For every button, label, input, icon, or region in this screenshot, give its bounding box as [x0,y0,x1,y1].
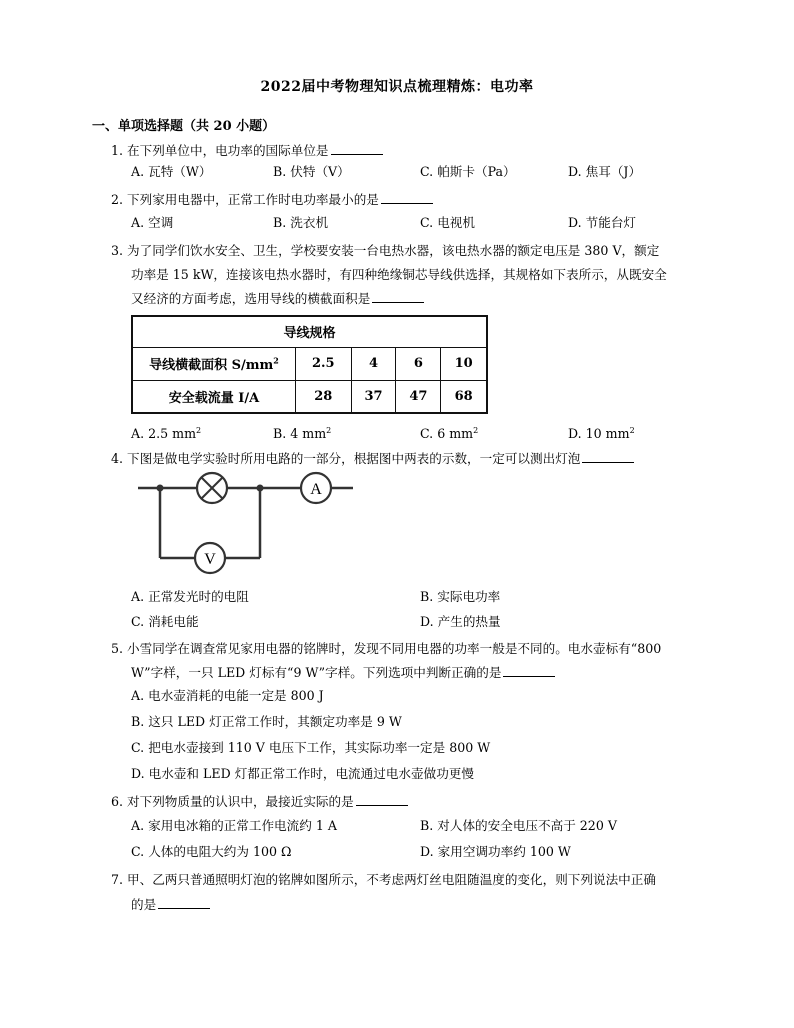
junction-dot [157,485,164,492]
q5-option-b: B. 这只 LED 灯正常工作时，其额定功率是 9 W [131,714,402,729]
table-cell: 28 [296,380,352,413]
junction-dot [257,485,264,492]
table-row-label: 导线横截面积 $S/mm^2$ [132,347,296,380]
q2-option-c: C. 电视机 [420,215,475,230]
q2-option-d: D. 节能台灯 [568,215,637,230]
question-3-line-2: 功率是 15 kW，连接该电热水器时，有四种绝缘铜芯导线供选择，其规格如下表所示，从既安全 [131,267,667,282]
q4-option-a: A. 正常发光时的电阻 [131,589,249,604]
svg-text:A: A [310,481,322,498]
q1-option-b: B. 伏特（V） [273,164,350,179]
voltmeter-icon [195,543,225,573]
q6-option-c: C. 人体的电阻大约为 100 Ω [131,844,292,859]
lamp-icon [197,473,227,503]
table-cell: 2.5 [296,347,352,380]
question-7-line-1: 7. 甲、乙两只普通照明灯泡的铭牌如图所示，不考虑两灯丝电阻随温度的变化，则下列说法中正确 [111,872,656,887]
table-cell: 68 [441,380,487,413]
answer-blank [331,141,383,155]
q4-option-b: B. 实际电功率 [420,589,501,604]
question-5-line-1: 5. 小雪同学在调查常见家用电器的铭牌时，发现不同用电器的功率一般是不同的。电水壶标有“800 [111,641,662,656]
q1-option-d: D. 焦耳（J） [568,164,642,179]
answer-blank [356,792,408,806]
q1-option-a: A. 瓦特（W） [131,164,212,179]
q3-option-d: D. 10 $mm^2$ [568,426,635,442]
q3-option-a: A. 2.5 $mm^2$ [131,426,202,442]
question-2-stem: 2. 下列家用电器中，正常工作时电功率最小的是 [111,188,433,212]
answer-blank [158,895,210,909]
answer-blank [582,449,634,463]
question-5-line-2: W”字样，一只 LED 灯标有“9 W”字样。下列选项中判断正确的是 [131,661,555,685]
q4-option-d: D. 产生的热量 [420,614,501,629]
q5-option-a: A. 电水壶消耗的电能一定是 800 J [131,688,324,703]
table-cell: 4 [351,347,396,380]
q1-option-c: C. 帕斯卡（Pa） [420,164,516,179]
q2-option-b: B. 洗衣机 [273,215,329,230]
q4-option-c: C. 消耗电能 [131,614,199,629]
page-title: 2022届中考物理知识点梳理精炼：电功率 [260,79,534,95]
question-3-line-1: 3. 为了同学们饮水安全、卫生，学校要安装一台电热水器，该电热水器的额定电压是 380 V，额定 [111,243,660,258]
svg-text:V: V [204,551,216,568]
q6-option-b: B. 对人体的安全电压不高于 220 V [420,818,617,833]
circuit-diagram [138,468,358,576]
question-4-stem: 4. 下图是做电学实验时所用电路的一部分，根据图中两表的示数，一定可以测出灯泡 [111,447,634,471]
q6-option-d: D. 家用空调功率约 100 W [420,844,571,859]
table-cell: 10 [441,347,487,380]
q5-option-c: C. 把电水壶接到 110 V 电压下工作，其实际功率一定是 800 W [131,740,491,755]
question-6-stem: 6. 对下列物质量的认识中，最接近实际的是 [111,790,408,814]
answer-blank [372,289,424,303]
ammeter-icon [301,473,331,503]
q3-option-b: B. 4 $mm^2$ [273,426,332,442]
table-row-label: 安全载流量 I/A [132,380,296,413]
table-cell: 37 [351,380,396,413]
q2-option-a: A. 空调 [131,215,174,230]
question-3-line-3: 又经济的方面考虑，选用导线的横截面积是 [131,287,424,311]
q3-option-c: C. 6 $mm^2$ [420,426,479,442]
answer-blank [503,663,555,677]
q6-option-a: A. 家用电冰箱的正常工作电流约 1 A [131,818,337,833]
question-7-line-2: 的是 [131,893,210,917]
wire-spec-table [131,315,488,414]
answer-blank [381,190,433,204]
table-cell: 47 [396,380,441,413]
question-1-stem: 1. 在下列单位中，电功率的国际单位是 [111,139,383,163]
q5-option-d: D. 电水壶和 LED 灯都正常工作时，电流通过电水壶做功更慢 [131,766,474,781]
section-heading: 一、单项选择题（共 20 小题） [92,119,276,134]
table-header: 导线规格 [132,316,487,347]
table-cell: 6 [396,347,441,380]
